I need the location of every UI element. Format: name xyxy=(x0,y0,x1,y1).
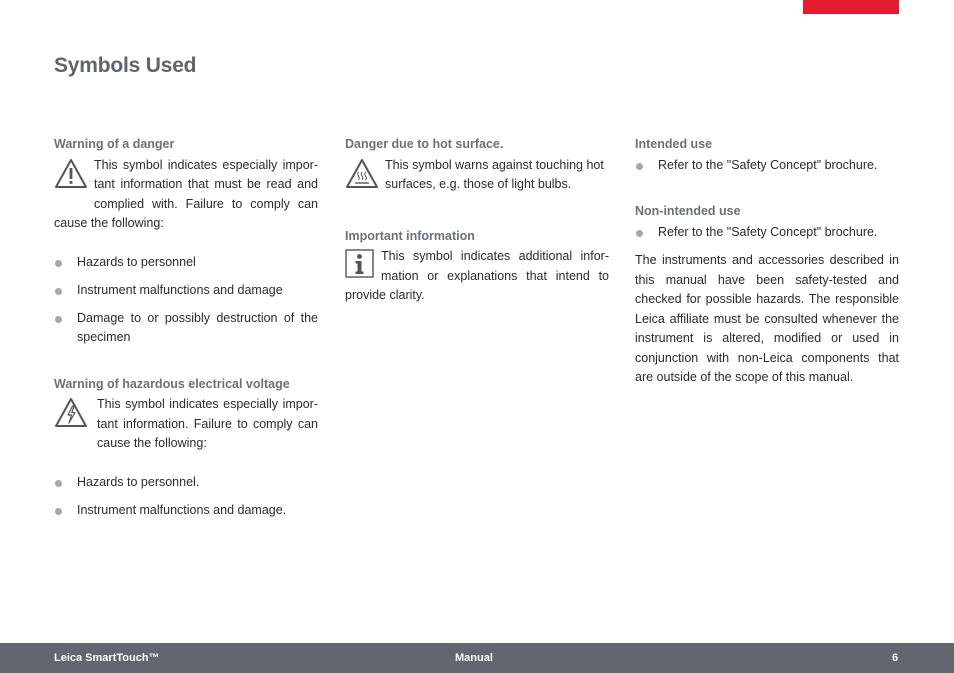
page-footer xyxy=(0,643,954,673)
section-heading: Warning of a danger xyxy=(54,137,175,151)
list-item: Hazards to personnel. xyxy=(54,473,318,493)
bullet-dot-icon xyxy=(55,288,62,295)
lightning-warning-icon xyxy=(54,397,88,436)
footer-page-number: 6 xyxy=(892,652,899,664)
footer-document-type: Manual xyxy=(455,652,493,664)
list-item: Instrument malfunctions and damage xyxy=(54,281,318,301)
hot-surface-icon xyxy=(345,158,379,197)
section-heading: Intended use xyxy=(635,137,713,151)
bullet-dot-icon xyxy=(55,508,62,515)
column-3 xyxy=(635,135,899,388)
list-item: Hazards to personnel xyxy=(54,253,318,273)
section-heading: Non-intended use xyxy=(635,204,741,218)
intended-use-list xyxy=(635,156,899,176)
section-non-intended-use xyxy=(635,202,899,242)
column-1 xyxy=(54,135,318,521)
list-item: Refer to the "Safety Concept" brochure. xyxy=(635,223,899,243)
list-item: Instrument malfunctions and damage. xyxy=(54,501,318,521)
info-icon xyxy=(345,249,374,285)
red-accent-tab xyxy=(803,0,899,14)
column-2 xyxy=(345,135,609,306)
section-heading: Danger due to hot surface. xyxy=(345,137,504,151)
section-heading: Important information xyxy=(345,228,475,243)
section-intended-use xyxy=(635,135,899,175)
bullet-dot-icon xyxy=(55,260,62,267)
section-warning-voltage xyxy=(54,375,318,521)
section-text: This symbol warns against touching hot surfaces, e.g. those of light bulbs. xyxy=(345,156,609,195)
section-text: This symbol indicates especially impor-tant information. Failure to comply can cause the following: xyxy=(54,395,318,454)
safety-body-text: The instruments and accessories described in this manual have been safety-tested and checked for possible hazards. The responsible Leica affiliate must be consulted whenever the instrument is altered, modified or used in conjunction with non-Leica components that are outside of the scope of this manual. xyxy=(635,253,899,384)
section-heading: Warning of hazardous electrical voltage xyxy=(54,376,290,391)
footer-product-name: Leica SmartTouch™ xyxy=(54,652,160,664)
non-intended-use-list xyxy=(635,223,899,243)
section-warning-danger xyxy=(54,135,318,348)
bullet-dot-icon xyxy=(55,480,62,487)
hazard-list xyxy=(54,253,318,348)
warning-triangle-icon xyxy=(54,158,88,197)
page-title: Symbols Used xyxy=(54,54,197,77)
bullet-dot-icon xyxy=(55,316,62,323)
section-hot-surface xyxy=(345,135,609,195)
bullet-dot-icon xyxy=(636,163,643,170)
list-item: Refer to the "Safety Concept" brochure. xyxy=(635,156,899,176)
section-text: This symbol indicates especially impor-tant information that must be read and complied with. Failure to comply can cause the following: xyxy=(54,157,318,230)
list-item: Damage to or possibly destruction of the specimen xyxy=(54,309,318,348)
section-text: This symbol indicates additional infor-mation or explanations that intend to provide clarity. xyxy=(345,249,609,302)
hazard-list xyxy=(54,473,318,521)
bullet-dot-icon xyxy=(636,230,643,237)
section-important-information xyxy=(345,227,609,306)
